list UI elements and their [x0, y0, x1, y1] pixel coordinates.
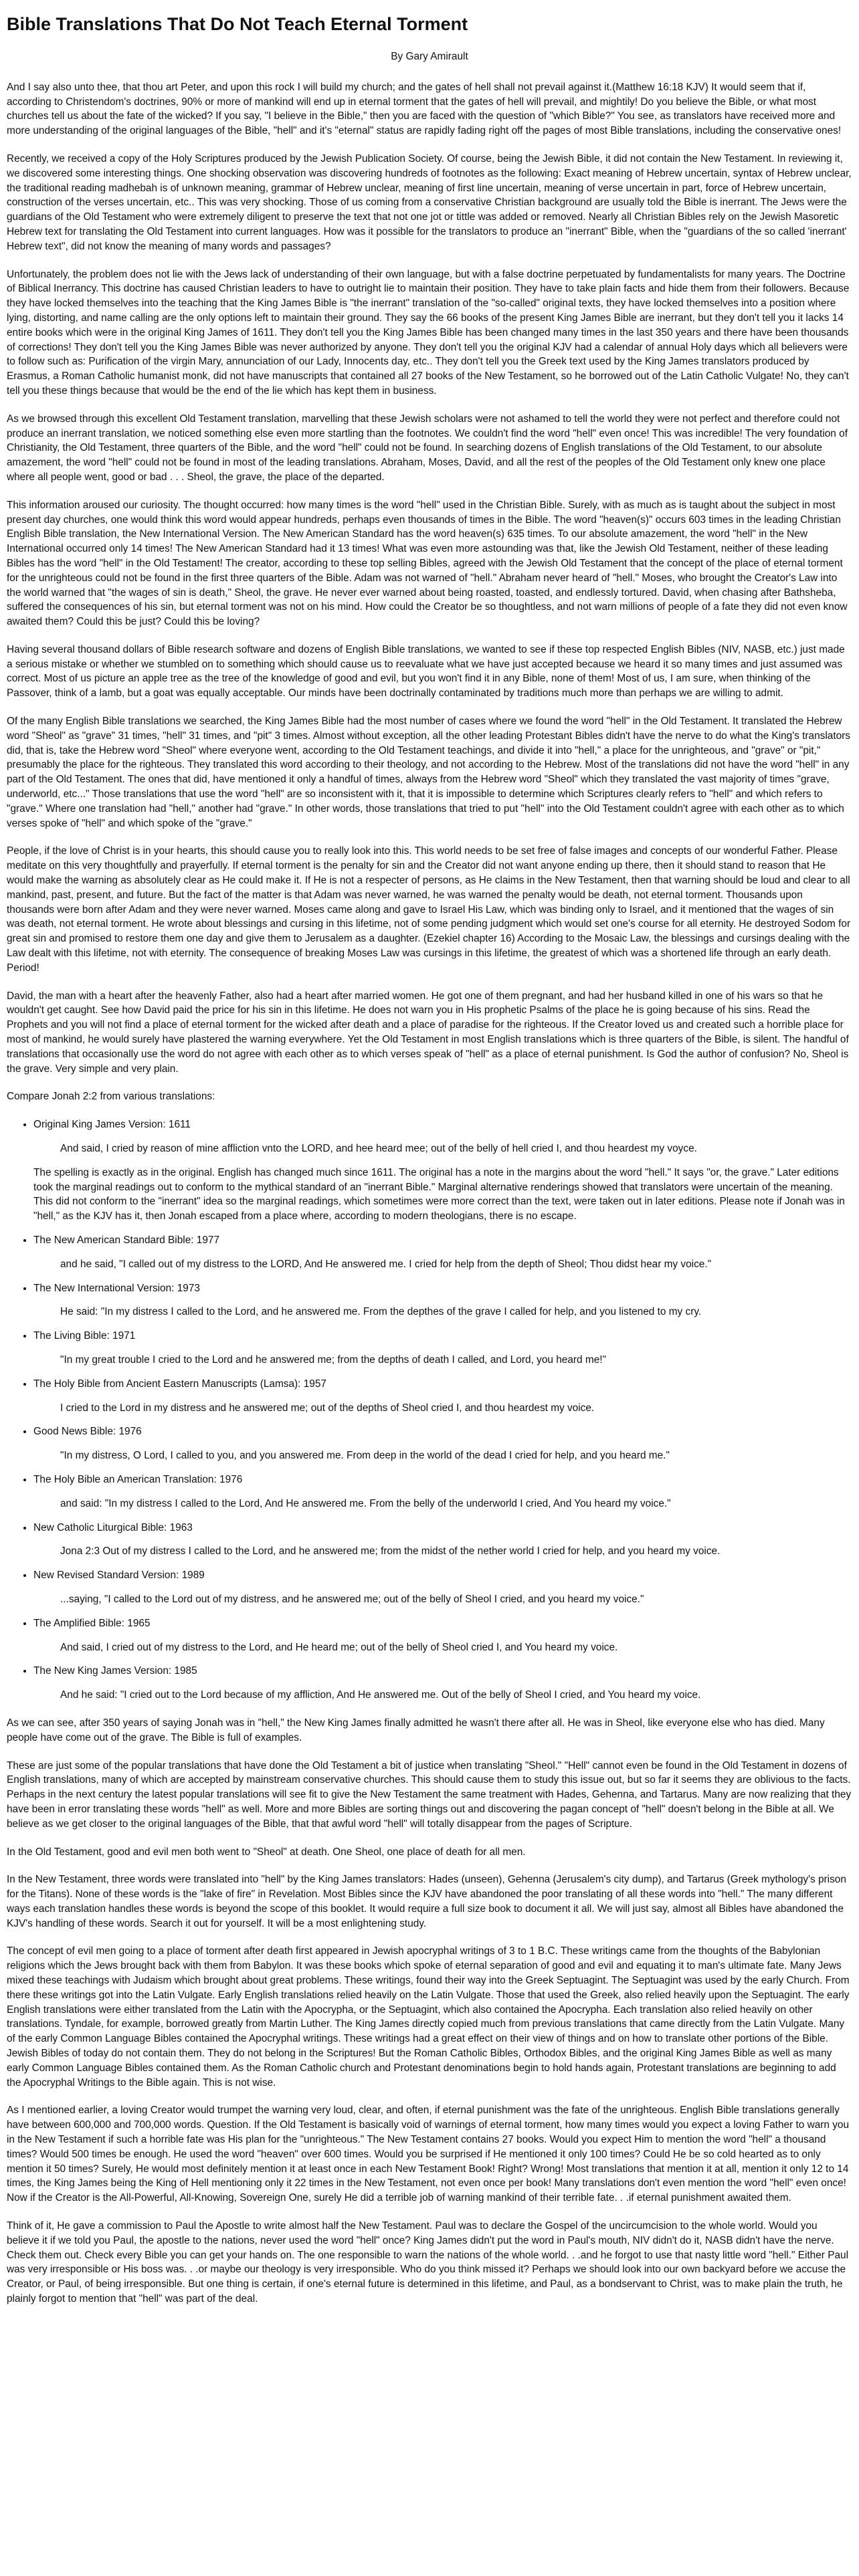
translation-quote: "In my great trouble I cried to the Lord and he answered me; from the depths of death I called, and Lord, you heard me!": [60, 1354, 606, 1366]
translation-note: The spelling is exactly as in the original. English has changed much since 1611. The original has a note in the margins about the word "hell." It says "or, the grave." Later editions took the marginal readings out to conform to the mythical standard of an "inerrant Bible." Marginal alternative renderings showed that translators were uncertain of the meaning. This did not conform to the "inerrant" idea so the marginal readings, which sometimes were more correct than the text, were taken out in later editions. Please note if Jonah was in "hell," as the KJV has it, then Jonah escaped from a place where, according to modern theologians, there is no escape.: [33, 1166, 845, 1222]
translation-quote: ...saying, "I called to the Lord out of my distress, and he answered me; out of the belly of Sheol I cried, and you heard my voice.": [60, 1593, 644, 1605]
translation-version: • The Holy Bible from Ancient Eastern Manuscripts (Lamsa): 1957: [33, 1378, 326, 1390]
translation-version: • The New International Version: 1973: [33, 1282, 200, 1294]
translation-quote: I cried to the Lord in my distress and he answered me; out of the depths of Sheol cried I, and thou heardest my voice.: [60, 1402, 595, 1414]
paragraph: As we can see, after 350 years of saying Jonah was in "hell," the New King James finally admitted he wasn't there after all. He was in Sheol, like everyone else who has died. Many people have come out of the grave. The Bible is full of examples.: [7, 1717, 825, 1743]
translation-item: [33, 1377, 852, 1416]
paragraph: The concept of evil men going to a place of torment after death first appeared in Jewish apocryphal writings of 3 to 1 B.C. These writings came from the thoughts of the Babylonian religions which the Jews brought back with them from Babylon. It was these books which spoke of eternal separation of good and evil and equating it to man's ultimate fate. Many Jews mixed these teachings with Judaism which brought about great problems. These writings, found their way into the Greek Septuagint. The Septuagint was used by the early Church. From there these writings got into the Latin Vulgate. Early English translations relied heavily on the Latin Vulgate. Those that used the Greek, also relied heavily upon the Septuagint. The early English translations were either translated from the Latin with the Apocrypha, or the Septuagint, which also contained the Apocrypha. Each translation also relied heavily on other translations. Tyndale, for example, borrowed greatly from Martin Luther. The King James directly copied much from previous translations that came directly from the Latin Vulgate. Many of the early Common Language Bibles contained the Apocryphal writings. These writings had a great effect on their view of things and on how to translate other portions of the Bible. Jewish Bibles of today do not contain them. They do not belong in the Scriptures! But the Roman Catholic Bibles, Orthodox Bibles, and the original King James Bible as well as many early Common Language Bibles contained them. As the Roman Catholic church and Protestant denominations begin to hold hands again, Protestant translations are beginning to add the Apocryphal Writings to the Bible again. This is not wise.: [7, 1945, 850, 2088]
paragraph: And I say also unto thee, that thou art Peter, and upon this rock I will build my church; and the gates of hell shall not prevail against it.(Matthew 16:18 KJV) It would seem that if, according to Christendom's doctrines, 90% or more of mankind will end up in eternal torment that the gates of hell will prevail, and mightily! Do you believe the Bible, or what most churches tell us about the fate of the wicked? If you say, "I believe in the Bible," then you are faced with the question of "which Bible?" You see, as translators have received more and more understanding of the original languages of the Bible, "hell" and it's "eternal" status are rapidly fading right off the pages of most Bible translations, including the conservative ones!: [7, 81, 842, 137]
translation-item: [33, 1233, 852, 1272]
translation-item: [33, 1616, 852, 1655]
article-title: Bible Translations That Do Not Teach Eternal Torment: [7, 14, 468, 34]
translation-version: • The Living Bible: 1971: [33, 1330, 136, 1342]
translation-item: [33, 1473, 852, 1511]
translation-quote: and he said, "I called out of my distress to the LORD, And He answered me. I cried for help from the depth of Sheol; Thou didst hear my voice.": [60, 1258, 712, 1270]
translation-item: [33, 1521, 852, 1560]
paragraph: This information aroused our curiosity. The thought occurred: how many times is the word "hell" used in the Christian Bible. Surely, with as much as is taught about the subject in most present day churches, one would think this word would appear hundreds, perhaps even thousands of times in the Bible. The word "heaven(s)" occurs 603 times in the leading Christian English Bible translation, the New International Version. The New American Standard has the word heaven(s) 635 times. To our absolute amazement, the word "hell" in the New International occurred only 14 times! The New American Standard had it 13 times! What was even more astounding was that, like the Jewish Old Testament, neither of these leading Bibles has the word "hell" in the Old Testament! The creator, according to these top selling Bibles, agreed with the Jewish Old Testament that the concept of the place of eternal torment for the unrighteous could not be found in the first three quarters of the Bible. Adam was not warned of "hell." Abraham never heard of "hell." Moses, who brought the Creator's Law into the world warned that "the wages of sin is death," Sheol, the grave. He never ever warned about being roasted, toasted, and endlessly tortured. David, when chasing after Bathsheba, suffered the consequences of his sin, but eternal torment was not on his mind. How could the Creator be so thoughtless, and not warn millions of people of a fate they did not even know awaited them? Could this be just? Could this be loving?: [7, 499, 848, 628]
article-byline: By Gary Amirault: [391, 51, 468, 62]
translation-version: • The New American Standard Bible: 1977: [33, 1234, 220, 1246]
translation-item: [33, 1281, 852, 1320]
translation-version: • Good News Bible: 1976: [33, 1426, 142, 1438]
paragraph: David, the man with a heart after the heavenly Father, also had a heart after married women. He got one of them pregnant, and had her husband killed in one of his wars so that he wouldn't get caught. See how David paid the price for his sin in this lifetime. He does not warn you in His prophetic Psalms of the place he is going because of his sins. Read the Prophets and you will not find a place of eternal torment for the wicked after death and a place of paradise for the righteous. If the Creator loved us and created such a horrible place for most of mankind, he would surely have plastered the warning everywhere. Yet the Old Testament in most English translations which is three quarters of the Bible, is silent. The handful of translations that occasionally use the word do not agree with each other as to which verses speak of "hell" as a place of eternal punishment. Is God the author of confusion? No, Sheol is the grave. Very simple and very plain.: [7, 990, 849, 1075]
translation-item: [33, 1117, 852, 1224]
translation-version: • The Amplified Bible: 1965: [33, 1617, 151, 1629]
paragraph: These are just some of the popular translations that have done the Old Testament a bit of justice when translating "Sheol." "Hell" cannot even be found in the Old Testament in dozens of English translations, many of which are accepted by mainstream conservative churches. This should cause them to study this issue out, but so far it seems they are oblivious to the facts. Perhaps in the next century the latest popular translations will see fit to give the New Testament the same treatment with Hades, Gehenna, and Tartarus. Many are now realizing that they have been in error translating these words "hell" as well. More and more Bibles are sorting things out and discovering the pagan concept of "hell" doesn't belong in the Bible at all. We believe as we get closer to the original languages of the Bible, that that awful word "hell" will totally disappear from the pages of Scripture.: [7, 1759, 852, 1830]
paragraph: Unfortunately, the problem does not lie with the Jews lack of understanding of their own language, but with a false doctrine perpetuated by fundamentalists for many years. The Doctrine of Biblical Inerrancy. This doctrine has caused Christian leaders to have to outright lie to maintain their position. They have to take plain facts and hide them from their followers. Because they have locked themselves into the teaching that the King James Bible is "the inerrant" translation of the "so-called" original texts, they have locked themselves into a position where lying, distorting, and name calling are the only options left to maintain their ground. They say the 66 books of the present King James Bible are inerrant, but they don't tell you it lacks 14 entire books which were in the original King James of 1611. They don't tell you the King James Bible has been changed many times in the last 350 years and there have been thousands of corrections! They don't tell you the King James Bible was never authorized by anyone. They don't tell you the original KJV had a calendar of annual Holy days which all believers were to follow such as: Purification of the virgin Mary, annunciation of our Lady, Innocents day, etc.. They don't tell you the Greek text used by the King James translators produced by Erasmus, a Roman Catholic humanist monk, did not have manuscripts that contained all 27 books of the New Testament, so he borrowed out of the Latin Catholic Vulgate! No, they can't tell you these things because that would be the end of the lie which has kept them in business.: [7, 268, 850, 397]
paragraph: As I mentioned earlier, a loving Creator would trumpet the warning very loud, clear, and often, if eternal punishment was the fate of the unrighteous. English Bible translations generally have between 600,000 and 700,000 words. Question. If the Old Testament is basically void of warnings of eternal torment, how many times would you expect a loving Father to warn you in the New Testament if such a horrible fate was His plan for the "unrighteous." The New Testament contains 27 books. Would you expect Him to mention the word "hell" a thousand times? Would 500 times be enough. He used the word "heaven" over 600 times. Would you be surprised if He mentioned it only 100 times? Could He be so cold hearted as to only mention it 50 times? Surely, He would most definitely mention it at least once in each New Testament Book! Right? Wrong! Most translations that mention it at all, mention it only 12 to 14 times, the King James being the King of Hell mentioning only it 22 times in the New Testament, not even once per book! Many translations don't even mention the word "hell" even once! Now if the Creator is the All-Powerful, All-Knowing, Sovereign One, surely He did a terrible job of warning mankind of their terrible fate. . .if eternal punishment awaited them.: [7, 2105, 850, 2204]
paragraph: In the Old Testament, good and evil men both went to "Sheol" at death. One Sheol, one place of death for all men.: [7, 1846, 526, 1858]
translation-item: [33, 1329, 852, 1368]
translation-quote: And he said: "I cried out to the Lord because of my affliction, And He answered me. Out of the belly of Sheol I cried, and You heard my voice.: [60, 1689, 701, 1701]
translation-quote: He said: "In my distress I called to the Lord, and he answered me. From the depthes of the grave I called for help, and you listened to my cry.: [60, 1306, 702, 1318]
translation-version: • The New King James Version: 1985: [33, 1665, 197, 1677]
translation-quote: and said: "In my distress I called to the Lord, And He answered me. From the belly of the underworld I cried, And You heard my voice.": [60, 1497, 671, 1509]
paragraph: Having several thousand dollars of Bible research software and dozens of English Bible translations, we wanted to see if these top respected English Bibles (NIV, NASB, etc.) just made a serious mistake or whether we stumbled on to something which should cause us to reevaluate what we have just accepted because we heard it so many times and just assumed was correct. Most of us picture an apple tree as the tree of the knowledge of good and evil, but you won't find it in any Bible, none of them! Most of us, I am sure, when thinking of the Passover, think of a lamb, but a goat was equally acceptable. Our minds have been doctrinally contaminated by traditions much more than perhaps we are willing to admit.: [7, 643, 845, 700]
paragraph: Recently, we received a copy of the Holy Scriptures produced by the Jewish Publication Society. Of course, being the Jewish Bible, it did not contain the New Testament. In reviewing it, we discovered some interesting things. One shocking observation was discovering hundreds of footnotes as the following: Exact meaning of Hebrew uncertain, syntax of Hebrew unclear, the traditional reading madhebah is of unknown meaning, grammar of Hebrew unclear, meaning of first line uncertain, meaning of verse uncertain in part, force of Hebrew uncertain, construction of the verses uncertain, etc.. This was very shocking. Those of us coming from a conservative Christian background are usually told the Bible is inerrant. The Jews were the guardians of the Old Testament who were extremely diligent to preserve the text that not one jot or tittle was added or removed. Nearly all Christian Bibles rely on the Jewish Masoretic Hebrew text for translating the Old Testament into current languages. How was it possible for the translators to produce an "inerrant" Bible, when the "guardians of the so called 'inerrant' Hebrew text", did not know the meaning of many words and passages?: [7, 152, 852, 252]
paragraph: People, if the love of Christ is in your hearts, this should cause you to really look into this. This world needs to be set free of false images and concepts of our wonderful Father. Please meditate on this very thoughtfully and prayerfully. If eternal torment is the penalty for sin and the Creator did not want anyone ending up there, then it should stand to reason that He would make the warning as absolutely clear as He could make it. If He is not a respecter of persons, as He claims in the New Testament, then that warning should be loud and clear to all mankind, past, present, and future. But the fact of the matter is that Adam was never warned, he was warned the penalty would be death, not eternal torment. Thousands upon thousands were born after Adam and they were never warned. Moses came along and gave to Israel His Law, which was binding only to Israel, and it mentioned that the wages of sin was death, not eternal torment. He wrote about blessings and cursing in this lifetime, not of some pending judgment which would set one's course for all eternity. He destroyed Sodom for great sin and promised to restore them one day and give them to Jerusalem as a daughter. (Ezekiel chapter 16) According to the Mosaic Law, the blessings and cursings dealing with the Law dealt with this lifetime, not with eternity. The consequence of breaking Moses Law was cursings in this lifetime, the greatest of which was a shortened life through an early death. Period!: [7, 845, 851, 974]
translation-item: [33, 1568, 852, 1607]
translation-version: • Original King James Version: 1611: [33, 1119, 191, 1131]
translation-version: • The Holy Bible an American Translation: 1976: [33, 1473, 243, 1485]
translation-list: [7, 1117, 852, 1703]
translation-quote: "In my distress, O Lord, I called to you, and you answered me. From deep in the world of the dead I cried for help, and you heard me.": [60, 1450, 670, 1462]
translation-version: • New Revised Standard Version: 1989: [33, 1570, 205, 1582]
translation-quote: And said, I cried by reason of mine affliction vnto the LORD, and hee heard mee; out of the belly of hell cried I, and thou heardest my voyce.: [60, 1143, 697, 1154]
translation-quote: And said, I cried out of my distress to the Lord, and He heard me; out of the belly of Sheol cried I, and You heard my voice.: [60, 1641, 618, 1653]
paragraph: In the New Testament, three words were translated into "hell" by the King James translators: Hades (unseen), Gehenna (Jerusalem's city dump), and Tartarus (Greek mythology's prison for the Titans). None of these words is the "lake of fire" in Revelation. Most Bibles since the KJV have abandoned the poor translating of all these words into "hell." The many different ways each translation handles these words is beyond the scope of this booklet. It would require a full size book to document it all. We will just say, almost all Bibles have abandoned the KJV's handling of these words. Search it out for yourself. It will be a most enlightening study.: [7, 1874, 846, 1929]
translation-item: [33, 1424, 852, 1463]
translation-quote: Jona 2:3 Out of my distress I called to the Lord, and he answered me; from the midst of the nether world I cried for help, and you heard my voice.: [60, 1545, 721, 1558]
translation-version: • New Catholic Liturgical Bible: 1963: [33, 1521, 193, 1533]
paragraph: As we browsed through this excellent Old Testament translation, marvelling that these Jewish scholars were not ashamed to tell the world they were not perfect and therefore could not produce an inerrant translation, we noticed something else even more startling than the footnotes. We couldn't find the word "hell" even once! This was incredible! The very foundation of Christianity, the Old Testament, three quarters of the Bible, and the word "hell" could not be found. In searching dozens of English translations of the Old Testament, to our absolute amazement, the word "hell" could not be found in most of the leading translations. Abraham, Moses, David, and all the rest of the peoples of the Old Testament only knew one place where all people went, good or bad . . . Sheol, the grave, the place of the departed.: [7, 413, 848, 483]
paragraph: Think of it, He gave a commission to Paul the Apostle to write almost half the New Testament. Paul was to declare the Gospel of the uncircumcision to the whole world. Would you believe it if we told you Paul, the apostle to the nations, never used the word "hell" once? King James didn't put the word in Paul's mouth, NIV didn't do it, NASB didn't have the nerve. Check them out. Check every Bible you can get your hands on. The one responsible to warn the nations of the whole world. . .and he forgot to use that nasty little word "hell." Either Paul was very irresponsible or His boss was. . .or maybe our theology is very irresponsible. Who do you think missed it? Perhaps we should look into our own backyard before we accuse the Creator, or Paul, of being irresponsible. But one thing is certain, if one's eternal future is determined in this lifetime, and Paul, as a bondservant to Christ, was to make plain the truth, he plainly forgot to mention that "hell" was part of the deal.: [7, 2220, 849, 2305]
translation-item: [33, 1664, 852, 1703]
paragraph: Of the many English Bible translations we searched, the King James Bible had the most number of cases where we found the word "hell" in the Old Testament. It translated the Hebrew word "Sheol" as "grave" 31 times, "hell" 31 times, and "pit" 3 times. Almost without exception, all the other leading Protestant Bibles didn't have the nerve to do what the King's translators did, that is, take the Hebrew word "Sheol" where everyone went, according to the Old Testament teachings, and divide it into "hell," a place for the unrighteous, and "grave" or "pit," presumably the place for the righteous. They translated this word according to their theology, and not according to the Hebrew. Most of the translations did not have the word "hell" in any part of the Old Testament. The ones that did, have mentioned it only a handful of times, always from the Hebrew word "Sheol" which they translated the vast majority of times "grave, underworld, etc..." Those translations that use the word "hell" are so inconsistent with it, that it is impossible to determine which Scriptures clearly refers to "hell" and which refers to "grave." Where one translation had "hell," another had "grave." In other words, those translations that tried to put "hell" into the Old Testament couldn't agree with each other as to which verses spoke of "hell" and which spoke of the "grave.": [7, 716, 850, 829]
paragraph: Compare Jonah 2:2 from various translations:: [7, 1091, 215, 1103]
